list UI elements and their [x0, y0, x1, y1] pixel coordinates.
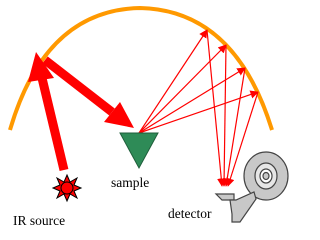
scattered-rays	[139, 30, 258, 133]
sample-label: sample	[111, 175, 150, 190]
detector-icon	[216, 152, 288, 222]
ir-source-icon	[53, 175, 81, 201]
detector-label: detector	[168, 206, 212, 221]
sample-triangle	[120, 133, 158, 168]
ir-source-label: IR source	[13, 213, 66, 228]
reflected-beam-to-sample	[45, 60, 134, 128]
